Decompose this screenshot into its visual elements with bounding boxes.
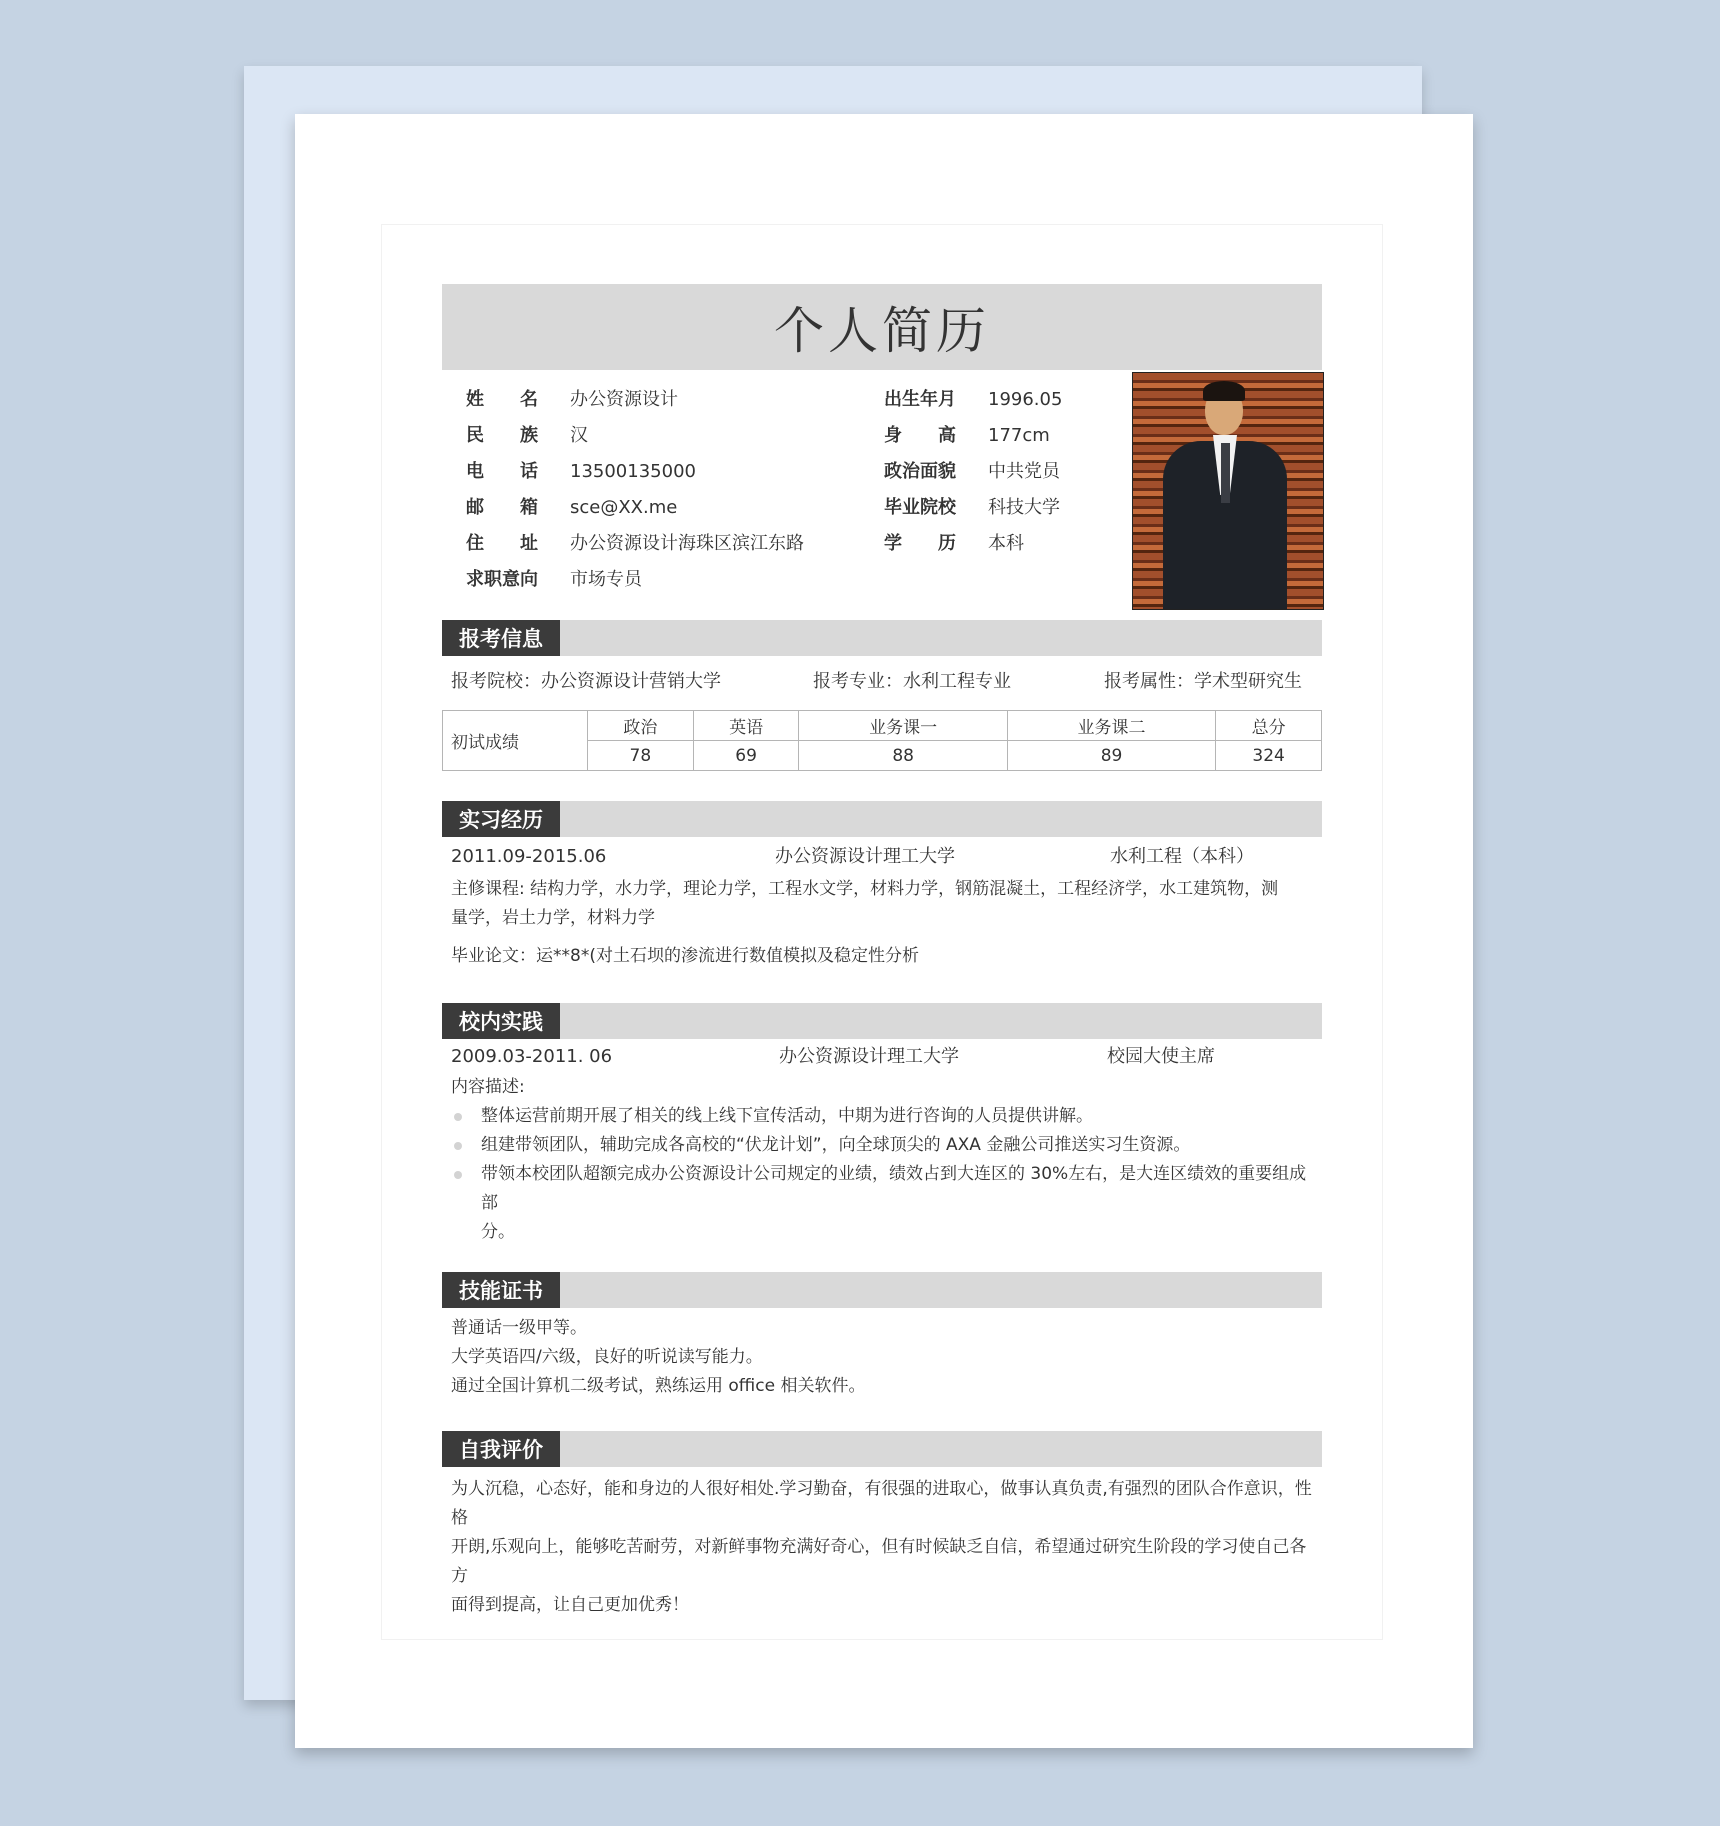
label-school: 毕业院校 <box>884 497 956 518</box>
score-subject: 总分 <box>1216 711 1322 741</box>
score-value: 88 <box>799 741 1007 771</box>
score-subject: 业务课一 <box>799 711 1007 741</box>
campus-bullet: 组建带领团队，辅助完成各高校的“伏龙计划”，向全球顶尖的 AXA 金融公司推送实习生资源。 <box>442 1131 1322 1160</box>
value-birth: 1996.05 <box>988 389 1063 410</box>
skill-item: 普通话一级甲等。 <box>451 1318 587 1338</box>
value-political: 中共党员 <box>988 461 1060 482</box>
label-birth: 出生年月 <box>884 389 956 410</box>
score-value: 69 <box>693 741 799 771</box>
internship-courses-2: 量学，岩土力学，材料力学 <box>451 908 655 928</box>
internship-period: 2011.09-2015.06 <box>451 846 607 867</box>
internship-courses-1: 主修课程: 结构力学，水力学，理论力学，工程水文学，材料力学，钢筋混凝土，工程经济学，水工建筑物，测 <box>451 879 1279 899</box>
value-intent: 市场专员 <box>570 569 642 590</box>
internship-thesis: 毕业论文：运**8*(对土石坝的渗流进行数值模拟及稳定性分析 <box>451 946 919 966</box>
label-name: 姓 名 <box>466 389 538 410</box>
label-political: 政治面貌 <box>884 461 956 482</box>
campus-bullet: 整体运营前期开展了相关的线上线下宣传活动，中期为进行咨询的人员提供讲解。 <box>442 1102 1322 1131</box>
label-intent: 求职意向 <box>466 569 538 590</box>
exam-school: 报考院校：办公资源设计营销大学 <box>451 671 721 692</box>
personal-info <box>442 370 1322 620</box>
campus-school: 办公资源设计理工大学 <box>779 1046 959 1067</box>
score-value: 78 <box>588 741 694 771</box>
resume-content <box>442 284 1322 1620</box>
self-line: 开朗,乐观向上，能够吃苦耐劳，对新鲜事物充满好奇心，但有时候缺乏自信，希望通过研究生阶段的学习使自己各方 <box>451 1537 1307 1586</box>
section-internship-title: 实习经历 <box>442 801 560 837</box>
value-degree: 本科 <box>988 533 1024 554</box>
campus-period: 2009.03-2011. 06 <box>451 1046 613 1067</box>
internship-school: 办公资源设计理工大学 <box>775 846 955 867</box>
section-skills-title: 技能证书 <box>442 1272 560 1308</box>
label-height: 身 高 <box>884 425 956 446</box>
internship-row <box>442 839 1322 875</box>
resume-title: 个人简历 <box>442 284 1322 370</box>
campus-bullet-continued: 分。 <box>481 1222 515 1242</box>
label-ethnic: 民 族 <box>466 425 538 446</box>
self-line: 面得到提高，让自己更加优秀！ <box>451 1595 689 1615</box>
value-name: 办公资源设计 <box>570 389 678 410</box>
section-campus-title: 校内实践 <box>442 1003 560 1039</box>
skill-item: 通过全国计算机二级考试，熟练运用 office 相关软件。 <box>451 1376 866 1396</box>
section-self-title: 自我评价 <box>442 1431 560 1467</box>
label-address: 住 址 <box>466 533 538 554</box>
value-email: sce@XX.me <box>570 497 678 518</box>
section-exam <box>442 620 1322 656</box>
label-phone: 电 话 <box>466 461 538 482</box>
campus-bullet: 带领本校团队超额完成办公资源设计公司规定的业绩，绩效占到大连区的 30%左右，是大连区绩效的重要组成部 <box>442 1160 1322 1218</box>
photo-hair <box>1203 381 1245 401</box>
label-email: 邮 箱 <box>466 497 538 518</box>
campus-desc-label: 内容描述: <box>451 1077 525 1097</box>
value-address: 办公资源设计海珠区滨江东路 <box>570 533 804 554</box>
self-evaluation <box>442 1475 1322 1620</box>
score-row-label: 初试成绩 <box>443 711 588 771</box>
score-table <box>442 710 1322 771</box>
score-subject: 业务课二 <box>1007 711 1215 741</box>
campus-role: 校园大使主席 <box>1107 1046 1215 1067</box>
campus-row <box>442 1041 1322 1073</box>
section-exam-title: 报考信息 <box>442 620 560 656</box>
section-campus <box>442 1003 1322 1039</box>
score-value: 324 <box>1216 741 1322 771</box>
value-ethnic: 汉 <box>570 425 588 446</box>
skill-item: 大学英语四/六级，良好的听说读写能力。 <box>451 1347 763 1367</box>
exam-type: 报考属性：学术型研究生 <box>1104 671 1302 692</box>
resume-page <box>295 114 1473 1748</box>
score-subject: 英语 <box>693 711 799 741</box>
internship-major: 水利工程（本科） <box>1110 846 1254 867</box>
exam-major: 报考专业：水利工程专业 <box>813 671 1011 692</box>
exam-info-row <box>442 664 1322 700</box>
skills-list <box>442 1314 1322 1401</box>
label-degree: 学 历 <box>884 533 956 554</box>
section-internship <box>442 801 1322 837</box>
section-skills <box>442 1272 1322 1308</box>
profile-photo <box>1132 372 1324 610</box>
score-header-row <box>443 711 1322 741</box>
value-phone: 13500135000 <box>570 461 696 482</box>
self-line: 为人沉稳，心态好，能和身边的人很好相处.学习勤奋，有很强的进取心，做事认真负责,有强烈的团队合作意识，性格 <box>451 1479 1312 1528</box>
section-self <box>442 1431 1322 1467</box>
score-subject: 政治 <box>588 711 694 741</box>
photo-tie <box>1221 443 1230 503</box>
value-school: 科技大学 <box>988 497 1060 518</box>
score-value: 89 <box>1007 741 1215 771</box>
value-height: 177cm <box>988 425 1050 446</box>
